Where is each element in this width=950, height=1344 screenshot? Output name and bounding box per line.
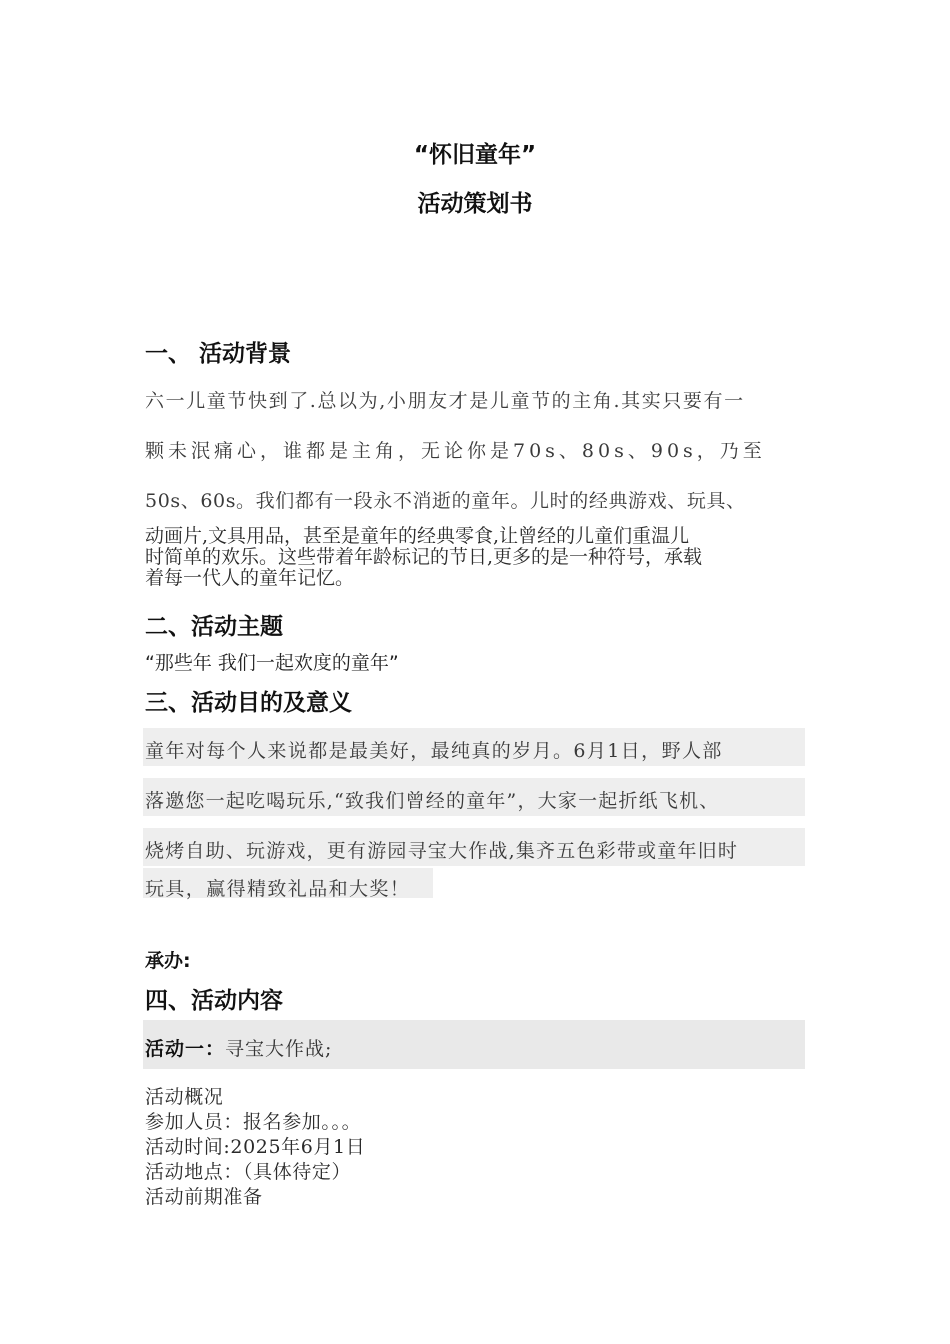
detail-preparation: 活动前期准备 <box>145 1186 263 1208</box>
activity-details <box>145 1085 805 1210</box>
detail-time: 活动时间:2025年6月1日 <box>145 1136 366 1158</box>
document-subtitle: 活动策划书 <box>417 191 533 217</box>
section-heading-theme: 二、活动主题 <box>145 614 283 640</box>
background-line-1-text: 六一儿童节快到了.总以为,小朋友才是儿童节的主角.其实只要有一 <box>145 390 745 412</box>
purpose-line-3: 烧烤自助、玩游戏，更有游园寻宝大作战,集齐五色彩带或童年旧时 <box>145 840 739 862</box>
activity-one-label: 活动一： <box>145 1038 226 1060</box>
activity-one-name: 寻宝大作战; <box>225 1038 333 1060</box>
document-title: “怀旧童年” <box>413 142 537 168</box>
background-line-6: 着每一代人的童年记忆。 <box>145 567 355 589</box>
background-line-2: 颗未泯痛心，谁都是主角，无论你是70s、80s、90s，乃至 <box>145 440 766 462</box>
detail-participants: 参加人员：报名参加。。。 <box>145 1111 362 1133</box>
purpose-line-4: 玩具，赢得精致礼品和大奖！ <box>145 878 411 900</box>
section-heading-background: 一、 活动背景 <box>145 341 292 367</box>
background-line-1 <box>145 386 805 413</box>
detail-overview: 活动概况 <box>145 1086 224 1108</box>
background-paragraph-tight <box>145 526 805 589</box>
detail-location: 活动地点：（具体待定） <box>145 1161 352 1183</box>
background-line-4: 动画片,文具用品，甚至是童年的经典零食,让曾经的儿童们重温儿 <box>145 525 690 547</box>
section-heading-content: 四、活动内容 <box>145 988 283 1014</box>
purpose-line-1: 童年对每个人来说都是最美好，最纯真的岁月。6月1日，野人部 <box>145 740 723 762</box>
section-heading-purpose: 三、活动目的及意义 <box>145 690 352 716</box>
theme-text: “那些年 我们一起欢度的童年” <box>145 652 399 674</box>
background-line-3: 50s、60s。我们都有一段永不消逝的童年。儿时的经典游戏、玩具、 <box>145 490 746 512</box>
background-line-5: 时简单的欢乐。这些带着年龄标记的节日,更多的是一种符号，承载 <box>145 546 703 568</box>
activity-one-row <box>145 1034 332 1061</box>
organizer-label: 承办: <box>145 950 191 972</box>
purpose-line-2: 落邀您一起吃喝玩乐,“致我们曾经的童年”，大家一起折纸飞机、 <box>145 790 720 812</box>
